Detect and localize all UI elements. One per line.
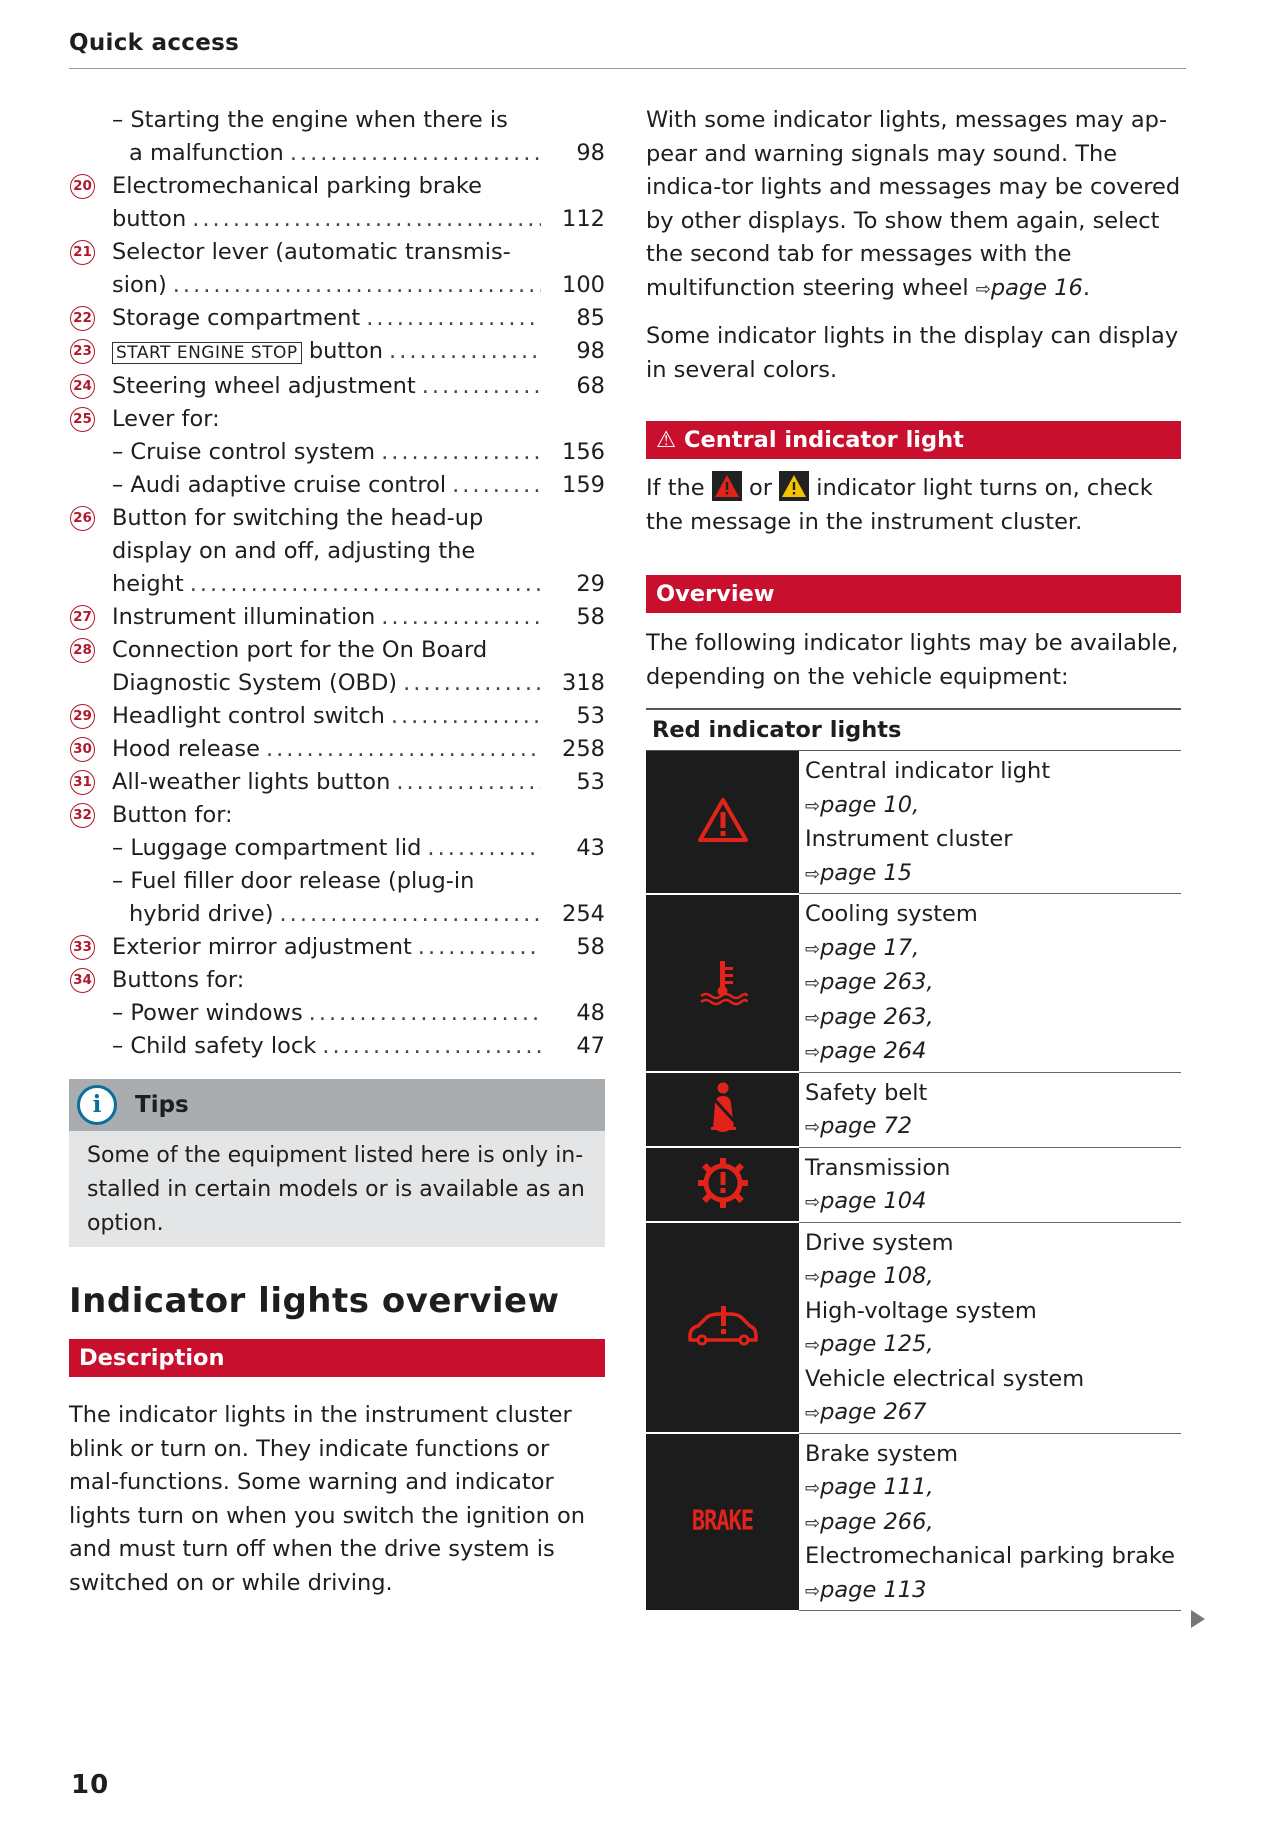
index-entry	[69, 865, 605, 931]
entry-line	[112, 469, 605, 502]
entry-text: Button for:	[112, 802, 233, 828]
entry-line	[112, 997, 605, 1030]
entry-text: Diagnostic System (OBD)	[112, 670, 398, 696]
entry-line	[112, 766, 605, 799]
item-number-badge: 20	[70, 174, 95, 199]
index-entry	[69, 634, 605, 700]
entry-text: Exterior mirror adjustment	[112, 934, 412, 960]
item-number-badge: 33	[70, 935, 95, 960]
entry-line	[112, 302, 605, 335]
leader-dots	[280, 898, 541, 931]
leader-dots	[381, 601, 541, 634]
running-header: Quick access	[69, 30, 1186, 69]
entry-label	[112, 997, 303, 1030]
page-reference[interactable]: 258	[562, 736, 605, 762]
item-number-badge: 29	[70, 704, 95, 729]
table-row	[646, 1072, 1181, 1147]
entry-line	[112, 335, 605, 370]
index-entry	[69, 502, 605, 601]
indicator-name: Vehicle electrical system	[805, 1365, 1085, 1392]
index-entry	[69, 170, 605, 236]
entry-text: All-weather lights button	[112, 769, 391, 795]
indicator-name: Central indicator light	[805, 758, 1051, 784]
leader-dots	[418, 931, 541, 964]
entry-label	[112, 1030, 316, 1063]
entry-line	[112, 832, 605, 865]
arrow-icon: ⇨	[975, 278, 991, 300]
arrow-icon: ⇨	[805, 1117, 821, 1138]
entry-label	[112, 733, 260, 766]
entry-text: Electromechanical parking brake	[112, 173, 482, 199]
item-number-badge: 24	[70, 374, 95, 399]
leader-dots	[422, 370, 541, 403]
entry-line	[112, 370, 605, 403]
table-row	[646, 894, 1181, 1073]
arrow-icon: ⇨	[805, 973, 821, 994]
arrow-icon: ⇨	[805, 938, 821, 960]
entry-line	[112, 568, 605, 601]
section-title: Indicator lights overview	[69, 1281, 560, 1321]
indicator-description	[799, 1433, 1181, 1611]
indicator-name: Instrument cluster	[805, 826, 1013, 852]
yellow-warning-icon	[779, 471, 809, 501]
tips-header	[69, 1079, 605, 1131]
entry-text: – Power windows	[112, 1000, 303, 1026]
index-entry	[69, 799, 605, 832]
indicator-description	[799, 1147, 1181, 1222]
entry-label	[112, 269, 167, 302]
overview-text: The following indicator lights may be available, depending on the vehicle equipment:	[646, 630, 1179, 690]
leader-dots	[192, 203, 541, 236]
page-reference[interactable]: 29	[576, 571, 605, 597]
index-entry	[69, 302, 605, 335]
page-reference[interactable]: 53	[576, 703, 605, 729]
indicator-name: High-voltage system	[805, 1297, 1037, 1324]
page-reference[interactable]: 254	[562, 901, 605, 927]
page-reference[interactable]: ⇨page 108,	[805, 1263, 934, 1289]
info-icon: i	[77, 1085, 117, 1125]
entry-text: button	[112, 206, 187, 232]
page-reference[interactable]: 48	[576, 1000, 605, 1026]
index-entry	[69, 370, 605, 403]
page-reference[interactable]: ⇨page 15	[805, 859, 913, 886]
entry-text: – Cruise control system	[112, 439, 376, 465]
entry-text: sion)	[112, 272, 167, 298]
warning-triangle-icon	[646, 751, 799, 894]
entry-label	[112, 469, 446, 502]
arrow-icon: ⇨	[805, 795, 821, 817]
entry-line	[112, 898, 605, 931]
arrow-icon: ⇨	[805, 1478, 821, 1499]
item-number-badge: 30	[70, 737, 95, 762]
entry-line	[112, 931, 605, 964]
entry-label	[112, 302, 360, 335]
entry-line	[112, 700, 605, 733]
entry-text: Instrument illumination	[112, 604, 376, 630]
page-reference[interactable]: ⇨page 17,	[805, 934, 920, 961]
page-reference[interactable]: ⇨page 264	[805, 1038, 927, 1064]
overview-bar: Overview	[646, 575, 1181, 613]
index-entry	[69, 403, 605, 436]
description-bar: Description	[69, 1339, 605, 1377]
entry-text: hybrid drive)	[129, 901, 274, 927]
entry-label	[112, 601, 375, 634]
entry-text: height	[112, 571, 184, 597]
entry-text: Hood release	[112, 736, 260, 762]
index-entry	[69, 964, 605, 997]
item-number-badge: 26	[70, 506, 95, 531]
page-reference[interactable]: ⇨page 263,	[805, 1003, 934, 1030]
table-row	[646, 751, 1181, 894]
tips-box	[69, 1079, 605, 1247]
indicator-name: Brake system	[805, 1440, 959, 1467]
tips-title: Tips	[135, 1092, 189, 1118]
entry-line	[112, 601, 605, 634]
entry-label	[112, 766, 390, 799]
page-reference[interactable]: 47	[576, 1033, 605, 1059]
entry-text: Steering wheel adjustment	[112, 373, 416, 399]
item-number-badge: 23	[70, 339, 95, 364]
indicator-table	[646, 751, 1181, 1612]
indicator-name: Safety belt	[805, 1079, 928, 1106]
arrow-icon: ⇨	[805, 1335, 821, 1356]
item-number-badge: 32	[70, 803, 95, 828]
entry-label	[112, 370, 416, 403]
page-reference[interactable]: ⇨page 125,	[805, 1331, 934, 1357]
entry-line	[112, 667, 605, 700]
entry-text: – Starting the engine when there is	[112, 107, 508, 133]
indicator-description	[799, 1222, 1181, 1433]
leader-dots	[396, 766, 541, 799]
entry-line	[112, 733, 605, 766]
leader-dots	[391, 700, 541, 733]
coolant-temperature-icon	[646, 894, 799, 1073]
page-number: 10	[71, 1770, 110, 1800]
entry-text: Buttons for:	[112, 967, 245, 993]
item-number-badge: 22	[70, 306, 95, 331]
left-column	[69, 104, 605, 1600]
index-entry	[69, 931, 605, 964]
page-reference[interactable]: 58	[576, 934, 605, 960]
button-label-box: START ENGINE STOP	[112, 342, 302, 364]
page-reference[interactable]: 100	[562, 272, 605, 298]
entry-label	[112, 667, 397, 700]
page-reference[interactable]: 156	[562, 439, 605, 465]
page-reference[interactable]: ⇨page 72	[805, 1113, 913, 1139]
car-warning-icon	[646, 1222, 799, 1433]
leader-dots	[266, 733, 541, 766]
entry-text: display on and off, adjusting the	[112, 538, 476, 564]
item-number-badge: 34	[70, 968, 95, 993]
entry-label	[112, 137, 284, 170]
page-reference[interactable]: 98	[576, 140, 605, 166]
index-entry	[69, 766, 605, 799]
entry-text: – Fuel filler door release (plug-in	[112, 868, 475, 894]
index-entry	[69, 997, 605, 1030]
entry-text: Connection port for the On Board	[112, 637, 488, 663]
item-number-badge: 21	[70, 240, 95, 265]
index-list	[69, 104, 605, 1063]
warning-triangle-icon: ⚠	[656, 427, 677, 453]
brake-label: BRAKE	[691, 1506, 754, 1538]
arrow-icon: ⇨	[805, 863, 821, 885]
table-row	[646, 1147, 1181, 1222]
arrow-icon: ⇨	[805, 1267, 821, 1288]
leader-dots	[452, 469, 541, 502]
page-reference[interactable]: 53	[576, 769, 605, 795]
entry-text: Selector lever (automatic transmis-	[112, 239, 511, 265]
entry-label	[112, 568, 184, 601]
page-reference[interactable]: ⇨page 111,	[805, 1474, 934, 1500]
central-indicator-text: If the or indicator light turns on, check the message in the instrument cluster.	[646, 471, 1181, 539]
entry-label	[112, 898, 274, 931]
page-reference[interactable]: 159	[562, 472, 605, 498]
entry-label	[112, 832, 421, 865]
page-reference[interactable]: ⇨page 113	[805, 1576, 927, 1603]
tips-body: Some of the equipment listed here is only in-stalled in certain models or is available as an option.	[87, 1143, 585, 1236]
indicator-name: Electromechanical parking brake	[805, 1543, 1175, 1569]
page-reference[interactable]: ⇨page 266,	[805, 1508, 934, 1535]
index-entry	[69, 236, 605, 302]
indicator-name: Cooling system	[805, 901, 978, 927]
entry-line	[112, 436, 605, 469]
index-entry	[69, 1030, 605, 1063]
seat-belt-icon	[646, 1072, 799, 1147]
leader-dots	[290, 137, 541, 170]
page-reference[interactable]: page 16	[990, 274, 1083, 301]
table-header: Red indicator lights	[646, 708, 1181, 751]
index-entry	[69, 700, 605, 733]
page-reference[interactable]: ⇨page 10,	[805, 791, 920, 818]
index-entry	[69, 733, 605, 766]
leader-dots	[322, 1030, 541, 1063]
red-warning-icon	[712, 471, 742, 501]
entry-text: button	[308, 338, 384, 364]
messages-paragraph: With some indicator lights, messages may ap-pear and warning signals may sound. The indica-tor lights and messages may be covered by other displays. To show them again, select the second tab for messages with the multifunction steering wheel ⇨page 16.	[646, 107, 1181, 301]
arrow-icon: ⇨	[805, 1007, 821, 1029]
index-entry	[69, 601, 605, 634]
leader-dots	[173, 269, 541, 302]
indicator-description	[799, 1072, 1181, 1147]
page-reference[interactable]: 85	[576, 305, 605, 331]
entry-label	[112, 335, 383, 370]
central-indicator-bar: ⚠ Central indicator light	[646, 421, 1181, 459]
leader-dots	[190, 568, 541, 601]
page-reference[interactable]: ⇨page 267	[805, 1399, 927, 1425]
arrow-icon: ⇨	[805, 1042, 821, 1063]
entry-line	[112, 269, 605, 302]
brake-icon	[646, 1433, 799, 1611]
description-text: The indicator lights in the instrument cluster blink or turn on. They indicate functions or mal-functions. Some warning and indicator lights turn on when you switch the ignition on and must turn off when the drive system is switched on or while driving.	[69, 1402, 586, 1596]
indicator-name: Drive system	[805, 1229, 954, 1256]
leader-dots	[403, 667, 541, 700]
index-entry	[69, 104, 605, 170]
item-number-badge: 25	[70, 407, 95, 432]
entry-text: – Child safety lock	[112, 1033, 317, 1059]
entry-text: – Luggage compartment lid	[112, 835, 422, 861]
index-entry	[69, 335, 605, 370]
index-entry	[69, 832, 605, 865]
entry-text: – Audi adaptive cruise control	[112, 472, 447, 498]
leader-dots	[427, 832, 541, 865]
entry-line	[112, 203, 605, 236]
right-column	[646, 104, 1181, 1612]
item-number-badge: 28	[70, 638, 95, 663]
page-reference[interactable]: 318	[562, 670, 605, 696]
transmission-gear-icon	[646, 1147, 799, 1222]
entry-label	[112, 436, 375, 469]
page-reference[interactable]: ⇨page 263,	[805, 969, 934, 995]
index-entry	[69, 436, 605, 469]
arrow-icon: ⇨	[805, 1192, 821, 1213]
entry-label	[112, 203, 186, 236]
page-reference[interactable]: 43	[576, 835, 605, 861]
leader-dots	[366, 302, 541, 335]
entry-text: Headlight control switch	[112, 703, 385, 729]
leader-dots	[381, 436, 541, 469]
arrow-icon: ⇨	[805, 1580, 821, 1602]
item-number-badge: 31	[70, 770, 95, 795]
entry-text: Lever for:	[112, 406, 220, 432]
colors-paragraph: Some indicator lights in the display can display in several colors.	[646, 323, 1179, 383]
table-row	[646, 1433, 1181, 1611]
page-reference[interactable]: ⇨page 104	[805, 1188, 927, 1214]
page-reference[interactable]: 58	[576, 604, 605, 630]
entry-text: a malfunction	[129, 140, 284, 166]
continued-arrow-icon	[1191, 1610, 1205, 1628]
page-reference[interactable]: 98	[576, 338, 605, 364]
indicator-description	[799, 751, 1181, 894]
arrow-icon: ⇨	[805, 1403, 821, 1424]
entry-line	[112, 137, 605, 170]
entry-label	[112, 700, 385, 733]
table-row	[646, 1222, 1181, 1433]
indicator-name: Transmission	[805, 1154, 951, 1181]
entry-label	[112, 931, 412, 964]
item-number-badge: 27	[70, 605, 95, 630]
page-reference[interactable]: 68	[576, 373, 605, 399]
entry-text: Storage compartment	[112, 305, 361, 331]
page-reference[interactable]: 112	[562, 206, 605, 232]
indicator-description	[799, 894, 1181, 1073]
entry-text: Button for switching the head-up	[112, 505, 484, 531]
arrow-icon: ⇨	[805, 1512, 821, 1534]
leader-dots	[309, 997, 541, 1030]
entry-line	[112, 1030, 605, 1063]
index-entry	[69, 469, 605, 502]
leader-dots	[389, 335, 541, 368]
